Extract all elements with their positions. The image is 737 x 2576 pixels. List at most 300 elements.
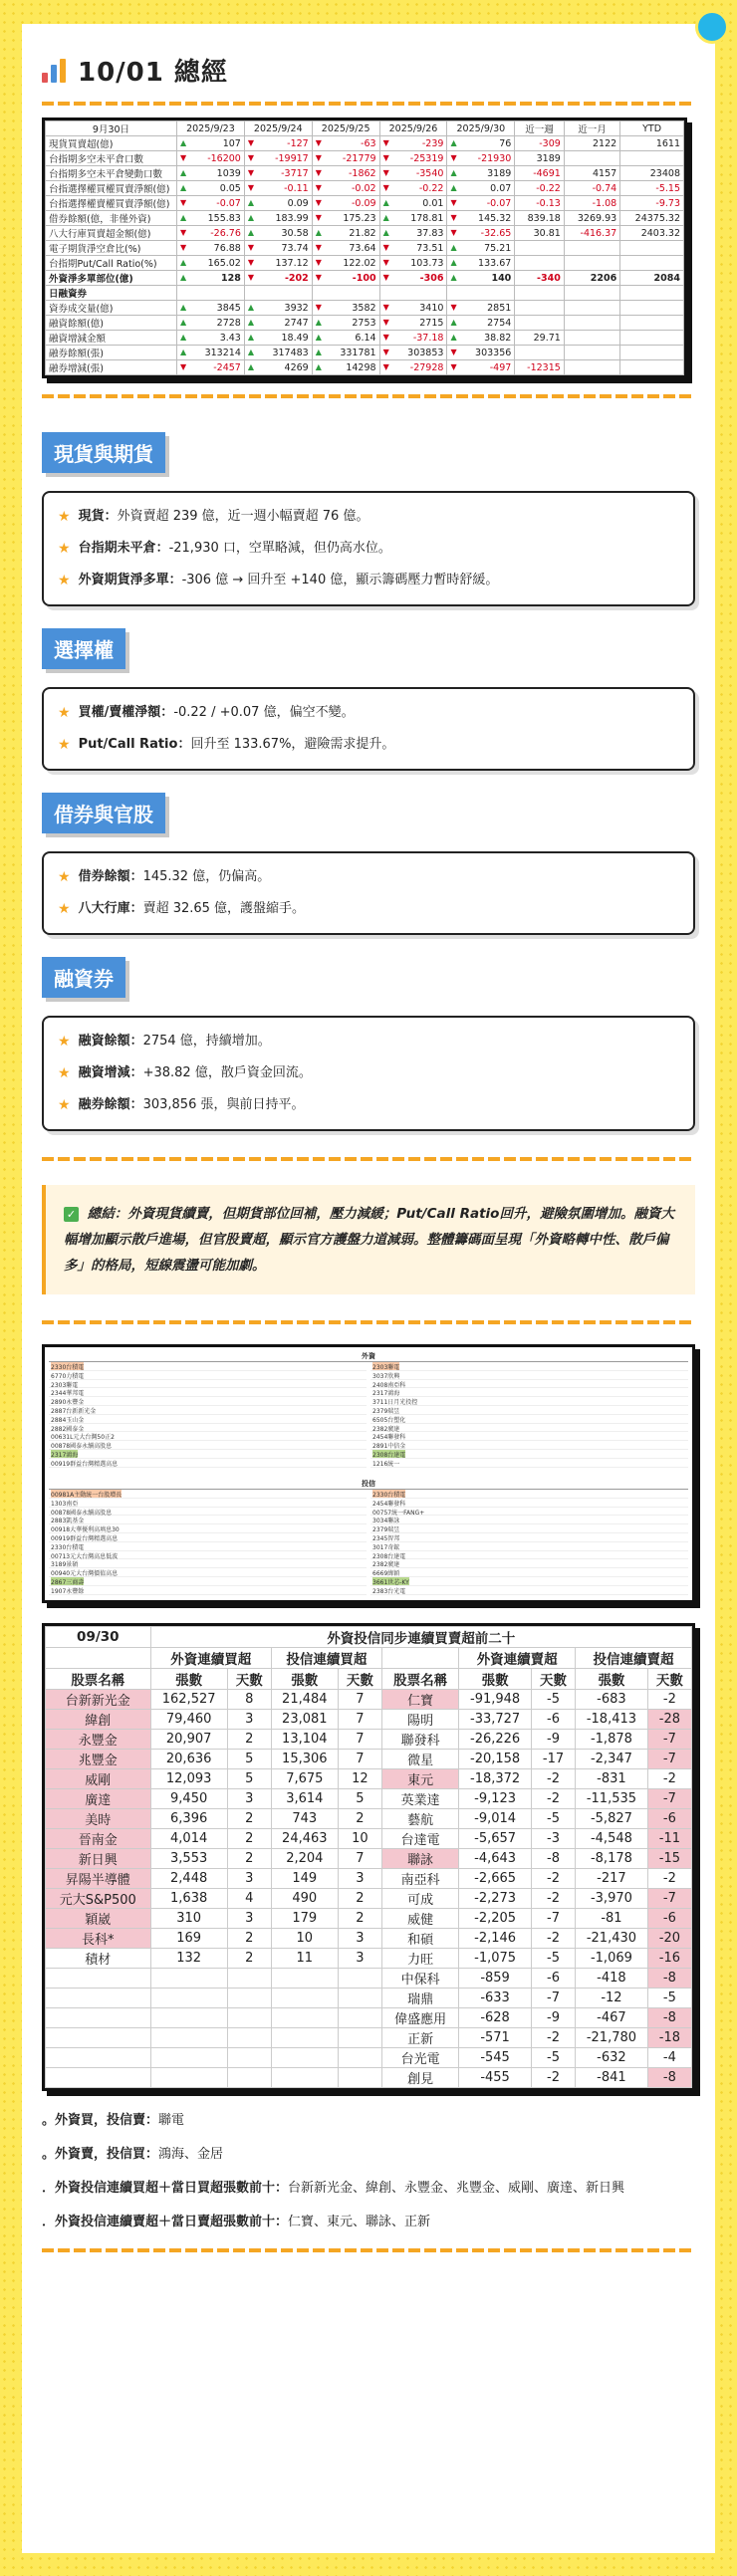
fund-buy-cell: 6,396 bbox=[150, 1809, 227, 1829]
market-cell-value: 2753 bbox=[352, 317, 376, 329]
mini-list-row bbox=[370, 1441, 688, 1450]
mini-list-row bbox=[49, 1362, 367, 1371]
mini-list-name: 00757統一FANG+ bbox=[372, 1509, 425, 1517]
section-item-value: 回升至 133.67%，避險需求提升。 bbox=[190, 737, 395, 752]
fund-buy-cell bbox=[150, 1989, 227, 2008]
fund-table-row bbox=[46, 1690, 692, 1710]
market-cell bbox=[515, 256, 565, 271]
section-heading: 選擇權 bbox=[42, 628, 125, 669]
market-row-label: 八大行庫買賣超金額(億) bbox=[46, 226, 177, 241]
market-cell bbox=[564, 211, 619, 226]
market-row-label: 借券餘額(億，非僅外資) bbox=[46, 211, 177, 226]
mini-list-name: 2890永豐金 bbox=[51, 1399, 85, 1407]
mini-list-name: 2317鴻海 bbox=[51, 1451, 79, 1459]
fund-buy-cell: 15,306 bbox=[271, 1750, 338, 1769]
mini-list-row bbox=[49, 1441, 367, 1450]
mini-list-name: 3034聯詠 bbox=[372, 1518, 400, 1525]
market-cell bbox=[244, 166, 312, 181]
market-cell bbox=[515, 331, 565, 346]
market-cell-value: 3582 bbox=[352, 302, 376, 314]
fund-buy-cell: 3 bbox=[227, 1869, 271, 1889]
mini-list-row bbox=[49, 1380, 367, 1389]
market-row-label: 融券增減(張) bbox=[46, 360, 177, 375]
market-cell-value: -21779 bbox=[342, 152, 376, 164]
fund-buy-cell: 20,636 bbox=[150, 1750, 227, 1769]
market-cell-value: 2403.32 bbox=[640, 227, 680, 239]
fund-sell-cell: -8 bbox=[647, 2068, 691, 2088]
market-cell bbox=[447, 271, 515, 286]
market-cell bbox=[447, 151, 515, 166]
market-cell-value: -0.07 bbox=[216, 197, 241, 209]
down-arrow-icon: ▼ bbox=[247, 167, 255, 177]
fund-sell-stock-name: 可成 bbox=[381, 1889, 458, 1909]
down-arrow-icon: ▼ bbox=[382, 272, 389, 282]
fund-buy-cell: 21,484 bbox=[271, 1690, 338, 1710]
fund-buy-stock-name: 晉南金 bbox=[46, 1829, 151, 1849]
market-cell bbox=[379, 196, 447, 211]
market-cell bbox=[564, 241, 619, 256]
mini-list-row bbox=[49, 1508, 367, 1517]
market-row bbox=[46, 166, 684, 181]
down-arrow-icon: ▼ bbox=[315, 272, 322, 282]
mini-list-row bbox=[370, 1397, 688, 1406]
mini-list-row bbox=[49, 1499, 367, 1508]
fund-group-title: 外資連續買超 bbox=[150, 1648, 271, 1669]
fund-sell-cell: -2 bbox=[647, 1769, 691, 1789]
fund-buy-cell: 179 bbox=[271, 1909, 338, 1929]
market-cell bbox=[379, 211, 447, 226]
market-cell-value: -239 bbox=[421, 137, 444, 149]
mini-list-row bbox=[370, 1542, 688, 1551]
section-item-text bbox=[79, 861, 271, 893]
market-cell-value: -32.65 bbox=[480, 227, 512, 239]
market-cell bbox=[620, 151, 684, 166]
market-cell bbox=[515, 196, 565, 211]
down-arrow-icon: ▼ bbox=[450, 197, 457, 207]
market-column-header: 2025/9/30 bbox=[447, 121, 515, 136]
fund-sell-cell: -6 bbox=[647, 1909, 691, 1929]
fund-sell-cell: -2 bbox=[531, 1929, 575, 1949]
market-cell bbox=[312, 360, 379, 375]
fund-buy-cell: 20,907 bbox=[150, 1730, 227, 1750]
fund-table-row bbox=[46, 2008, 692, 2028]
fund-buy-stock-name: 兆豐金 bbox=[46, 1750, 151, 1769]
market-row-label: 融券餘額(張) bbox=[46, 346, 177, 360]
mini-list-row bbox=[49, 1424, 367, 1433]
market-cell-value: -1.08 bbox=[592, 197, 617, 209]
section-item-value: 145.32 億，仍偏高。 bbox=[142, 869, 271, 884]
down-arrow-icon: ▼ bbox=[315, 182, 322, 192]
mini-list-name: 2884玉山金 bbox=[51, 1416, 85, 1424]
market-cell bbox=[620, 211, 684, 226]
market-cell bbox=[447, 256, 515, 271]
up-arrow-icon: ▲ bbox=[382, 197, 389, 207]
note-key: ．外資投信連續賣超＋當日賣超張數前十： bbox=[42, 2215, 289, 2229]
up-arrow-icon: ▲ bbox=[247, 361, 255, 371]
fund-buy-cell: 4 bbox=[227, 1889, 271, 1909]
mini-list-name: 1303南亞 bbox=[51, 1500, 79, 1508]
market-cell bbox=[564, 360, 619, 375]
market-cell bbox=[312, 271, 379, 286]
fund-group-spacer bbox=[381, 1648, 458, 1669]
up-arrow-icon: ▲ bbox=[450, 332, 457, 342]
fund-buy-cell: 3,614 bbox=[271, 1789, 338, 1809]
market-cell-value: -26.76 bbox=[210, 227, 241, 239]
fund-sell-stock-name: 瑞鼎 bbox=[381, 1989, 458, 2008]
futures-bottom-right bbox=[370, 1490, 688, 1595]
fund-sell-stock-name: 英業達 bbox=[381, 1789, 458, 1809]
down-arrow-icon: ▼ bbox=[382, 167, 389, 177]
fund-date-cell: 09/30 bbox=[46, 1627, 151, 1648]
mini-list-name: 2383台光電 bbox=[372, 1587, 406, 1595]
fund-buy-cell bbox=[338, 1969, 381, 1989]
market-cell-value: -127 bbox=[287, 137, 309, 149]
down-arrow-icon: ▼ bbox=[382, 332, 389, 342]
market-cell-value: -416.37 bbox=[580, 227, 617, 239]
section-item bbox=[58, 533, 679, 565]
market-cell bbox=[620, 166, 684, 181]
market-cell bbox=[447, 196, 515, 211]
market-cell-value: -0.74 bbox=[592, 182, 617, 194]
market-cell bbox=[177, 331, 245, 346]
futures-bottom-block bbox=[49, 1479, 688, 1595]
mini-list-row bbox=[370, 1450, 688, 1459]
market-cell bbox=[379, 136, 447, 151]
fund-sell-cell: -831 bbox=[576, 1769, 648, 1789]
divider bbox=[42, 394, 695, 398]
fund-buy-stock-name: 緯創 bbox=[46, 1710, 151, 1730]
down-arrow-icon: ▼ bbox=[382, 302, 389, 312]
market-column-header: 2025/9/26 bbox=[379, 121, 447, 136]
market-cell bbox=[564, 286, 619, 301]
market-cell-value: -3717 bbox=[281, 167, 309, 179]
section-item bbox=[58, 1057, 679, 1089]
fund-group-row bbox=[46, 1648, 692, 1669]
down-arrow-icon: ▼ bbox=[450, 227, 457, 237]
star-icon: ★ bbox=[58, 541, 71, 557]
note-value: 聯電 bbox=[158, 2113, 185, 2128]
fund-sell-cell: -632 bbox=[576, 2048, 648, 2068]
up-arrow-icon: ▲ bbox=[180, 167, 187, 177]
mini-list-name: 2883凱基金 bbox=[51, 1518, 85, 1525]
market-cell bbox=[244, 136, 312, 151]
fund-table-row bbox=[46, 2048, 692, 2068]
market-cell bbox=[312, 346, 379, 360]
fund-buy-cell: 2 bbox=[338, 1909, 381, 1929]
fund-sell-cell: -8,178 bbox=[576, 1849, 648, 1869]
market-cell bbox=[515, 226, 565, 241]
fund-buy-cell: 7 bbox=[338, 1750, 381, 1769]
section-box bbox=[42, 1016, 695, 1131]
market-cell bbox=[447, 136, 515, 151]
fund-sell-cell: -2,665 bbox=[459, 1869, 532, 1889]
section-item-text bbox=[79, 697, 355, 729]
fund-sell-stock-name: 正新 bbox=[381, 2028, 458, 2048]
summary-text: 總結：外資現貨續賣，但期貨部位回補，壓力減緩；Put/Call Ratio回升，避險氛圍增加。融資大幅增加顯示散戶進場，但官股賣超，顯示官方護盤力道減弱。整體籌碼面呈現「外資略轉中性、散戶偏多」的格局，短線震盪可能加劇。 bbox=[64, 1206, 674, 1274]
fund-group-spacer bbox=[46, 1648, 151, 1669]
down-arrow-icon: ▼ bbox=[315, 302, 322, 312]
market-column-header: 2025/9/25 bbox=[312, 121, 379, 136]
market-cell bbox=[564, 316, 619, 331]
mini-list-row bbox=[370, 1568, 688, 1577]
down-arrow-icon: ▼ bbox=[315, 242, 322, 252]
mini-list-name: 2382廣達 bbox=[372, 1425, 400, 1433]
up-arrow-icon: ▲ bbox=[450, 317, 457, 327]
note-key: 。外資買，投信賣： bbox=[42, 2113, 159, 2128]
section-item-text bbox=[79, 1026, 271, 1057]
fund-sell-cell: -20,158 bbox=[459, 1750, 532, 1769]
mini-list-row bbox=[49, 1415, 367, 1424]
up-arrow-icon: ▲ bbox=[180, 137, 187, 147]
market-column-header: 近一週 bbox=[515, 121, 565, 136]
fund-buy-cell bbox=[227, 1969, 271, 1989]
section-item-text bbox=[79, 729, 395, 761]
market-cell bbox=[312, 166, 379, 181]
market-cell bbox=[379, 316, 447, 331]
fund-table-frame bbox=[42, 1623, 695, 2091]
market-row bbox=[46, 241, 684, 256]
fund-buy-cell: 5 bbox=[227, 1769, 271, 1789]
fund-sell-cell: -841 bbox=[576, 2068, 648, 2088]
market-cell bbox=[564, 196, 619, 211]
market-cell bbox=[379, 360, 447, 375]
market-row bbox=[46, 151, 684, 166]
fund-table-row bbox=[46, 1849, 692, 1869]
futures-top-left bbox=[49, 1362, 367, 1468]
up-arrow-icon: ▲ bbox=[247, 212, 255, 222]
fund-sell-cell: -5 bbox=[531, 1690, 575, 1710]
fund-buy-stock-name: 積材 bbox=[46, 1949, 151, 1969]
down-arrow-icon: ▼ bbox=[315, 137, 322, 147]
mini-list-row bbox=[370, 1362, 688, 1371]
mini-list-name: 2330台積電 bbox=[51, 1364, 85, 1371]
section-item-text bbox=[79, 1089, 305, 1121]
fund-sell-cell: -91,948 bbox=[459, 1690, 532, 1710]
market-cell-value: -340 bbox=[537, 272, 561, 284]
down-arrow-icon: ▼ bbox=[180, 197, 187, 207]
fund-sell-cell: -467 bbox=[576, 2008, 648, 2028]
market-cell-value: 18.49 bbox=[281, 332, 309, 344]
summary-box bbox=[42, 1185, 695, 1294]
section-item bbox=[58, 861, 679, 893]
futures-top-title: 外資 bbox=[49, 1351, 688, 1362]
fund-sell-stock-name: 威健 bbox=[381, 1909, 458, 1929]
market-cell-value: 75.21 bbox=[484, 242, 512, 254]
fund-buy-cell: 743 bbox=[271, 1809, 338, 1829]
market-column-header: 2025/9/24 bbox=[244, 121, 312, 136]
up-arrow-icon: ▲ bbox=[180, 317, 187, 327]
market-cell-value: 103.73 bbox=[410, 257, 444, 269]
mini-list-name: 1907永豐餘 bbox=[51, 1587, 85, 1595]
fund-buy-cell: 169 bbox=[150, 1929, 227, 1949]
star-icon: ★ bbox=[58, 705, 71, 721]
market-cell bbox=[620, 301, 684, 316]
market-cell-value: -9.73 bbox=[655, 197, 680, 209]
mini-list-row bbox=[49, 1551, 367, 1560]
mini-list-name: 2454聯發科 bbox=[372, 1500, 406, 1508]
market-cell bbox=[244, 360, 312, 375]
fund-sell-cell: -18,413 bbox=[576, 1710, 648, 1730]
market-cell-value: -3540 bbox=[415, 167, 444, 179]
mini-list-name: 6505台塑化 bbox=[372, 1416, 406, 1424]
mini-list-name: 2882國泰金 bbox=[51, 1425, 85, 1433]
market-cell-value: -202 bbox=[284, 272, 309, 284]
market-cell-value: -0.07 bbox=[486, 197, 512, 209]
fund-table bbox=[45, 1626, 692, 2088]
down-arrow-icon: ▼ bbox=[382, 347, 389, 356]
mini-list-name: 2887台新新光金 bbox=[51, 1407, 97, 1415]
fund-buy-stock-name: 穎崴 bbox=[46, 1909, 151, 1929]
market-cell-value: 0.01 bbox=[422, 197, 444, 209]
fund-buy-cell bbox=[271, 2048, 338, 2068]
mini-list-name: 2330台積電 bbox=[51, 1543, 85, 1551]
market-cell-value: 137.12 bbox=[275, 257, 309, 269]
fund-table-row bbox=[46, 1949, 692, 1969]
fund-buy-cell: 10 bbox=[338, 1829, 381, 1849]
mini-list-row bbox=[370, 1380, 688, 1389]
section-item-text bbox=[79, 533, 391, 565]
mini-list-row bbox=[370, 1524, 688, 1533]
star-icon: ★ bbox=[58, 509, 71, 525]
market-cell-value: -4691 bbox=[533, 167, 561, 179]
note-key: ．外資投信連續買超＋當日買超張數前十： bbox=[42, 2181, 289, 2196]
market-cell bbox=[447, 166, 515, 181]
fund-buy-cell bbox=[271, 2028, 338, 2048]
fund-sell-cell: -5,827 bbox=[576, 1809, 648, 1829]
down-arrow-icon: ▼ bbox=[450, 361, 457, 371]
market-cell bbox=[244, 241, 312, 256]
market-cell bbox=[312, 151, 379, 166]
fund-buy-stock-name: 新日興 bbox=[46, 1849, 151, 1869]
market-cell bbox=[244, 226, 312, 241]
down-arrow-icon: ▼ bbox=[180, 152, 187, 162]
market-cell-value: 76 bbox=[499, 137, 512, 149]
section-item-value: 外資賣超 239 億，近一週小幅賣超 76 億。 bbox=[117, 509, 369, 524]
fund-sell-cell: -2 bbox=[531, 2068, 575, 2088]
market-row-label: 現貨買賣超(億) bbox=[46, 136, 177, 151]
market-cell-value: -100 bbox=[352, 272, 376, 284]
market-cell bbox=[620, 346, 684, 360]
fund-buy-cell: 24,463 bbox=[271, 1829, 338, 1849]
market-corner-cell: 9月30日 bbox=[46, 121, 177, 136]
fund-sell-cell: -859 bbox=[459, 1969, 532, 1989]
fund-buy-cell: 2 bbox=[227, 1929, 271, 1949]
market-column-header: 2025/9/23 bbox=[177, 121, 245, 136]
market-cell bbox=[177, 166, 245, 181]
section-item bbox=[58, 729, 679, 761]
up-arrow-icon: ▲ bbox=[247, 302, 255, 312]
mini-list-name: 2308台達電 bbox=[372, 1451, 406, 1459]
market-cell bbox=[177, 181, 245, 196]
fund-table-row bbox=[46, 1929, 692, 1949]
market-cell bbox=[620, 360, 684, 375]
fund-buy-cell: 13,104 bbox=[271, 1730, 338, 1750]
content-card bbox=[22, 24, 715, 2553]
down-arrow-icon: ▼ bbox=[315, 212, 322, 222]
market-cell bbox=[620, 181, 684, 196]
section-item bbox=[58, 565, 679, 596]
fund-buy-cell bbox=[338, 2048, 381, 2068]
section-item-key: 外資期貨淨多單： bbox=[78, 573, 182, 587]
market-cell bbox=[515, 166, 565, 181]
up-arrow-icon: ▲ bbox=[450, 167, 457, 177]
market-cell bbox=[564, 346, 619, 360]
fund-buy-cell: 310 bbox=[150, 1909, 227, 1929]
fund-buy-cell bbox=[150, 2008, 227, 2028]
market-cell bbox=[379, 271, 447, 286]
up-arrow-icon: ▲ bbox=[180, 257, 187, 267]
market-cell bbox=[447, 331, 515, 346]
market-row bbox=[46, 286, 684, 301]
fund-sell-stock-name: 偉盛應用 bbox=[381, 2008, 458, 2028]
fund-buy-stock-name: 昇陽半導體 bbox=[46, 1869, 151, 1889]
fund-buy-cell: 3 bbox=[227, 1789, 271, 1809]
section-item-key: 融資餘額： bbox=[78, 1034, 143, 1049]
market-cell bbox=[379, 256, 447, 271]
section-box bbox=[42, 687, 695, 771]
market-row-label: 台指期多空未平倉口數 bbox=[46, 151, 177, 166]
note-value: 仁寶、東元、聯詠、正新 bbox=[288, 2215, 431, 2229]
down-arrow-icon: ▼ bbox=[382, 152, 389, 162]
market-cell bbox=[177, 346, 245, 360]
fund-column-header-row bbox=[46, 1669, 692, 1690]
fund-buy-cell: 2 bbox=[227, 1829, 271, 1849]
down-arrow-icon: ▼ bbox=[382, 317, 389, 327]
fund-sell-cell: -5 bbox=[647, 1989, 691, 2008]
mini-list-row bbox=[49, 1516, 367, 1524]
fund-buy-cell: 7 bbox=[338, 1710, 381, 1730]
market-cell bbox=[620, 256, 684, 271]
market-cell bbox=[620, 286, 684, 301]
market-cell-value: 107 bbox=[222, 137, 241, 149]
mini-list-name: 2303聯電 bbox=[51, 1381, 79, 1389]
mini-list-row bbox=[49, 1388, 367, 1397]
fund-sell-stock-name: 聯發科 bbox=[381, 1730, 458, 1750]
market-cell bbox=[515, 346, 565, 360]
market-cell bbox=[312, 226, 379, 241]
fund-sell-cell: -7 bbox=[647, 1889, 691, 1909]
market-cell bbox=[447, 360, 515, 375]
up-arrow-icon: ▲ bbox=[315, 332, 322, 342]
fund-buy-cell: 3 bbox=[338, 1869, 381, 1889]
market-cell-value: 0.09 bbox=[287, 197, 309, 209]
mini-list-name: 3037欣興 bbox=[372, 1372, 400, 1380]
down-arrow-icon: ▼ bbox=[247, 257, 255, 267]
fund-buy-cell bbox=[338, 2028, 381, 2048]
mini-list-row bbox=[370, 1508, 688, 1517]
fund-buy-cell: 8 bbox=[227, 1690, 271, 1710]
mini-list-row bbox=[370, 1432, 688, 1441]
mini-list-row bbox=[370, 1371, 688, 1380]
mini-list-row bbox=[49, 1450, 367, 1459]
market-row-label: 台指選擇權賣權買賣淨額(億) bbox=[46, 196, 177, 211]
fund-sell-stock-name: 創見 bbox=[381, 2068, 458, 2088]
market-cell-value: 3269.93 bbox=[577, 212, 617, 224]
market-cell-value: -0.11 bbox=[284, 182, 309, 194]
mini-list-name: 2344華邦電 bbox=[51, 1390, 85, 1398]
fund-sell-cell: -2,273 bbox=[459, 1889, 532, 1909]
fund-table-row bbox=[46, 1909, 692, 1929]
market-cell-value: 2728 bbox=[216, 317, 241, 329]
mini-list-row bbox=[49, 1524, 367, 1533]
fund-buy-cell: 12,093 bbox=[150, 1769, 227, 1789]
fund-table-row bbox=[46, 1809, 692, 1829]
fund-sell-cell: -2,205 bbox=[459, 1909, 532, 1929]
divider bbox=[42, 102, 695, 106]
market-cell-value: 1611 bbox=[655, 137, 680, 149]
market-cell-value: 29.71 bbox=[533, 332, 561, 344]
market-cell bbox=[177, 211, 245, 226]
